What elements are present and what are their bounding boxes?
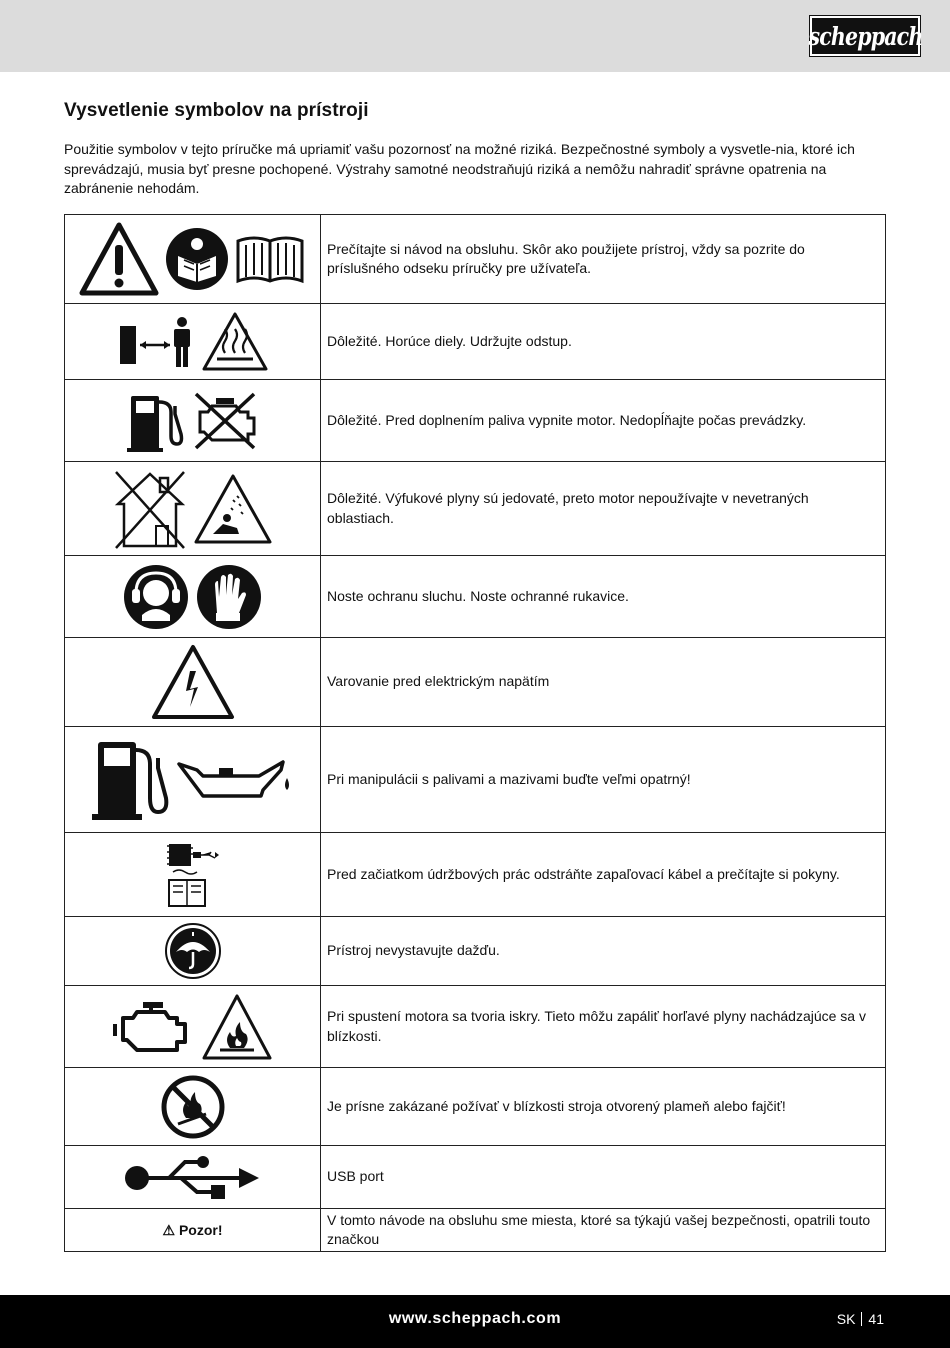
toxic-fumes-icon xyxy=(193,472,273,546)
usb-icon xyxy=(123,1154,263,1200)
fuel-pump-icon xyxy=(125,388,185,454)
ear-protection-icon xyxy=(122,563,190,631)
hot-surface-icon xyxy=(201,311,269,373)
icon-cell xyxy=(65,304,321,380)
no-open-flame-icon xyxy=(160,1074,226,1140)
flammable-icon xyxy=(200,992,274,1062)
page-number-value: 41 xyxy=(868,1311,884,1327)
table-row xyxy=(65,1209,886,1252)
oil-can-icon xyxy=(175,750,295,810)
description-cell: Pri spustení motora sa tvoria iskry. Tieto môžu zapáliť horľavé plyny nachádzajúce sa v blízkosti. xyxy=(321,986,886,1068)
table-row xyxy=(65,986,886,1068)
open-book-icon xyxy=(234,231,306,287)
description-cell: V tomto návode na obsluhu sme miesta, ktoré sa týkajú vašej bezpečnosti, opatrili touto značkou xyxy=(321,1209,886,1252)
divider xyxy=(861,1312,862,1326)
description-cell: USB port xyxy=(321,1146,886,1209)
engine-crossed-icon xyxy=(190,390,260,452)
description-cell: Dôležité. Výfukové plyny sú jedovaté, preto motor nepoužívajte v nevetraných oblastiach. xyxy=(321,462,886,556)
description-cell: Dôležité. Horúce diely. Udržujte odstup. xyxy=(321,304,886,380)
table-row xyxy=(65,556,886,638)
description-cell: Je prísne zakázané požívať v blízkosti stroja otvorený plameň alebo fajčiť! xyxy=(321,1068,886,1146)
footer-bar xyxy=(0,1295,950,1348)
description-cell: Pri manipulácii s palivami a mazivami buďte veľmi opatrný! xyxy=(321,727,886,833)
table-row xyxy=(65,917,886,986)
page-title: Vysvetlenie symbolov na prístroji xyxy=(64,100,369,121)
icon-cell xyxy=(65,917,321,986)
page-number xyxy=(837,1311,884,1327)
table-row xyxy=(65,833,886,917)
icon-cell xyxy=(65,380,321,462)
description-cell: Dôležité. Pred doplnením paliva vypnite motor. Nedopĺňajte počas prevádzky. xyxy=(321,380,886,462)
keep-distance-icon xyxy=(116,314,196,370)
symbols-table xyxy=(64,214,886,1252)
table-row xyxy=(65,1146,886,1209)
header-bar xyxy=(0,0,950,72)
logo-text: scheppach xyxy=(808,21,922,51)
table-row xyxy=(65,638,886,727)
fuel-pump-icon xyxy=(90,736,170,824)
description-cell: Noste ochranu sluchu. Noste ochranné rukavice. xyxy=(321,556,886,638)
gloves-icon xyxy=(195,563,263,631)
icon-cell xyxy=(65,833,321,917)
engine-icon xyxy=(111,998,195,1056)
spark-plug-manual-icon xyxy=(165,840,221,910)
icon-cell xyxy=(65,556,321,638)
no-rain-icon xyxy=(164,922,222,980)
description-cell: Pred začiatkom údržbových prác odstráňte zapaľovací kábel a prečítajte si pokyny. xyxy=(321,833,886,917)
icon-cell xyxy=(65,462,321,556)
electric-hazard-icon xyxy=(150,643,236,721)
warning-triangle-icon xyxy=(79,221,159,297)
house-crossed-icon xyxy=(112,468,188,550)
table-row xyxy=(65,304,886,380)
website-url: www.scheppach.com xyxy=(388,1310,562,1327)
icon-cell xyxy=(65,638,321,727)
table-row xyxy=(65,462,886,556)
read-manual-circle-icon xyxy=(164,226,230,292)
intro-paragraph: Použitie symbolov v tejto príručke má upriamiť vašu pozornosť na možné riziká. Bezpečnostné symboly a vysvetle-nia, ktoré ich sprevádzajú, musia byť presne pochopené. Výstrahy samotné neodstraňujú riziká a nemôžu nahradiť správne opatrenia na zabránenie nehodám. xyxy=(64,141,855,196)
description-cell: Prečítajte si návod na obsluhu. Skôr ako použijete prístroj, vždy sa pozrite do príslušného odseku príručky pre užívateľa. xyxy=(321,215,886,304)
description-cell: Varovanie pred elektrickým napätím xyxy=(321,638,886,727)
icon-cell xyxy=(65,215,321,304)
table-row xyxy=(65,727,886,833)
scheppach-logo xyxy=(810,16,920,56)
language-code: SK xyxy=(836,1311,856,1327)
icon-cell xyxy=(65,1146,321,1209)
table-row xyxy=(65,1068,886,1146)
icon-cell xyxy=(65,727,321,833)
description-cell: Prístroj nevystavujte dažďu. xyxy=(321,917,886,986)
table-row xyxy=(65,380,886,462)
icon-cell xyxy=(65,986,321,1068)
table-row xyxy=(65,215,886,304)
caution-label: ⚠ Pozor! xyxy=(65,1209,321,1252)
icon-cell xyxy=(65,1068,321,1146)
